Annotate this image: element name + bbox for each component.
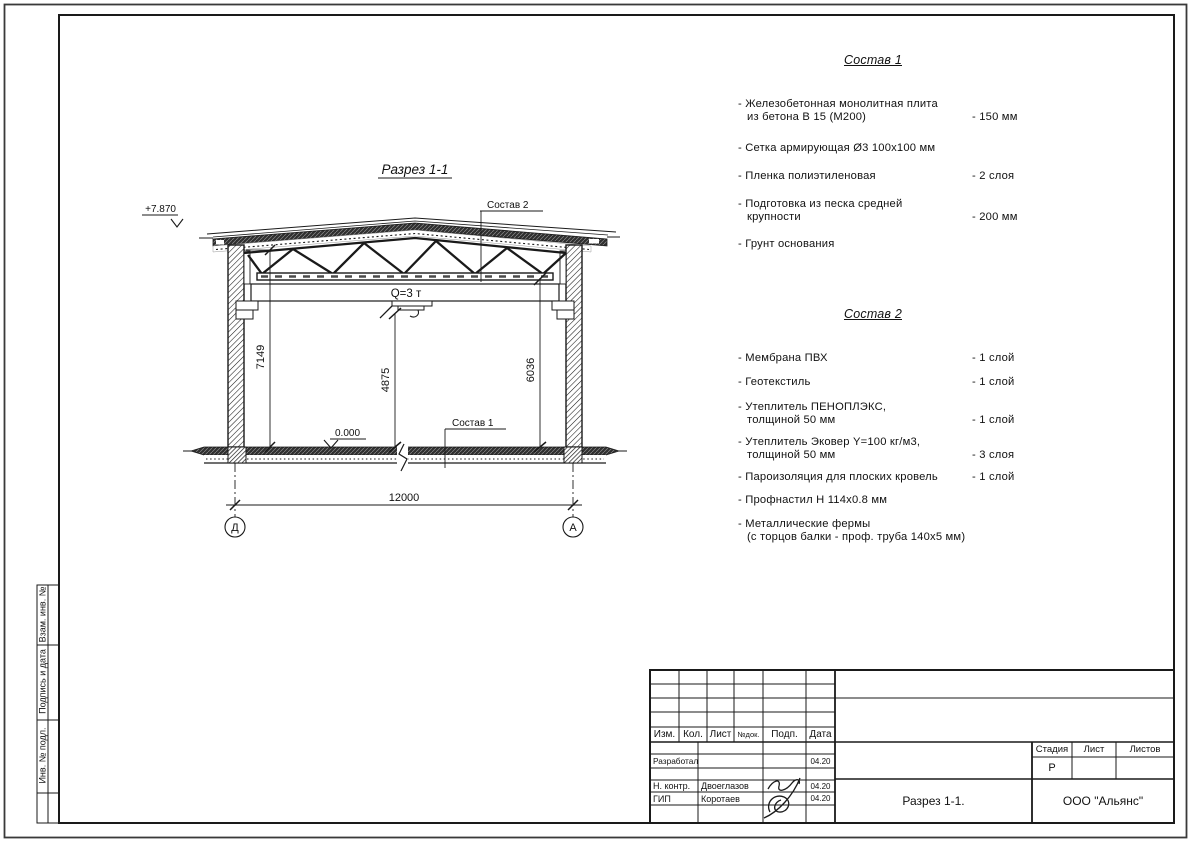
list-item: - Мембрана ПВХ - 1 слой <box>738 352 1015 364</box>
titleblock-stage-value: Р <box>1048 762 1056 774</box>
titleblock-name-gip: Коротаев <box>701 793 740 804</box>
composition-list-1 <box>738 54 1040 264</box>
titleblock-doc-name: Разрез 1-1. <box>902 794 965 808</box>
titleblock-col-kol: Кол. <box>683 729 703 740</box>
dim-12000 <box>226 463 582 517</box>
list-item: - Сетка армирующая Ø3 100х100 мм <box>738 142 936 154</box>
dim-4875-value: 4875 <box>380 367 392 393</box>
composition-list-2 <box>738 308 1040 548</box>
list-item: - Утеплитель ПЕНОПЛЭКС, толщиной 50 мм - 1 слой <box>738 401 1015 426</box>
titleblock-col-list: Лист <box>709 729 732 740</box>
list-item: - Профнастил Н 114х0.8 мм <box>738 494 888 506</box>
list-item: - Подготовка из песка средней крупности - 200 мм <box>738 198 1018 223</box>
titleblock-date-ncontr: 04.20 <box>810 781 831 791</box>
elevation-zero-value: 0.000 <box>335 428 361 439</box>
titleblock-col-ndok: №док. <box>737 730 760 739</box>
titleblock-date-gip: 04.20 <box>810 794 831 803</box>
titleblock-stage-label: Стадия <box>1035 744 1069 755</box>
left-wall <box>228 245 244 447</box>
truss-web <box>248 241 566 274</box>
callout-sostav2-label: Состав 2 <box>487 200 529 211</box>
left-corbel <box>236 301 258 319</box>
dim-12000-value: 12000 <box>388 492 420 504</box>
callout-sostav1-label: Состав 1 <box>452 418 494 429</box>
dim-6036-value: 6036 <box>525 357 537 383</box>
list-item: - Пароизоляция для плоских кровель - 1 слой <box>738 471 1015 483</box>
titleblock-col-izm: Изм. <box>653 729 676 740</box>
right-wall <box>566 245 582 447</box>
titleblock-name-ncontr: Двоеглазов <box>701 781 749 791</box>
titleblock-role-developer: Разработал <box>653 756 699 766</box>
titleblock-sheet-label: Лист <box>1083 744 1105 755</box>
titleblock-role-gip: ГИП <box>653 793 671 804</box>
left-footing <box>228 447 246 463</box>
side-strip-label-vzam: Взам. инв. № <box>37 586 48 643</box>
side-strip-label-podpis: Подпись и дата <box>37 649 48 714</box>
composition1-title: Состав 1 <box>843 53 902 67</box>
titleblock-sheets-label: Листов <box>1129 744 1161 755</box>
list-item: - Железобетонная монолитная плита из бетона В 15 (М200) - 150 мм <box>738 98 1018 123</box>
titleblock-date-developer: 04.20 <box>810 756 831 766</box>
crane-capacity-label: Q=3 т <box>390 288 422 300</box>
list-item: - Пленка полиэтиленовая - 2 слоя <box>738 170 1015 182</box>
roof-eave-inset-left <box>216 240 224 245</box>
axis-letter-right: А <box>569 522 577 534</box>
elevation-top-value: +7.870 <box>145 204 176 215</box>
right-corbel <box>552 301 574 319</box>
titleblock-role-ncontr: Н. контр. <box>653 781 691 791</box>
signature-scribble <box>764 778 800 818</box>
axis-letter-left: Д <box>231 522 239 534</box>
elevation-mark-top <box>142 215 183 227</box>
side-strip-label-inv: Инв. № подл. <box>37 727 48 784</box>
titleblock-col-podp: Подп. <box>771 729 798 740</box>
list-item: - Грунт основания <box>738 238 835 250</box>
titleblock-col-data: Дата <box>809 729 832 740</box>
section-title: Разрез 1-1 <box>381 162 449 177</box>
titleblock-company: ООО "Альянс" <box>1062 794 1144 808</box>
list-item: - Металлические фермы (с торцов балки - проф. труба 140х5 мм) <box>738 518 966 543</box>
composition2-title: Состав 2 <box>843 307 902 321</box>
roof-eave-inset-right <box>589 239 599 244</box>
list-item: - Утеплитель Эковер Y=100 кг/м3, толщиной 50 мм - 3 слоя <box>738 436 1015 461</box>
right-footing <box>564 447 582 463</box>
list-item: - Геотекстиль - 1 слой <box>738 376 1015 388</box>
dim-7149-value: 7149 <box>255 344 267 370</box>
crane-hook <box>380 301 432 318</box>
